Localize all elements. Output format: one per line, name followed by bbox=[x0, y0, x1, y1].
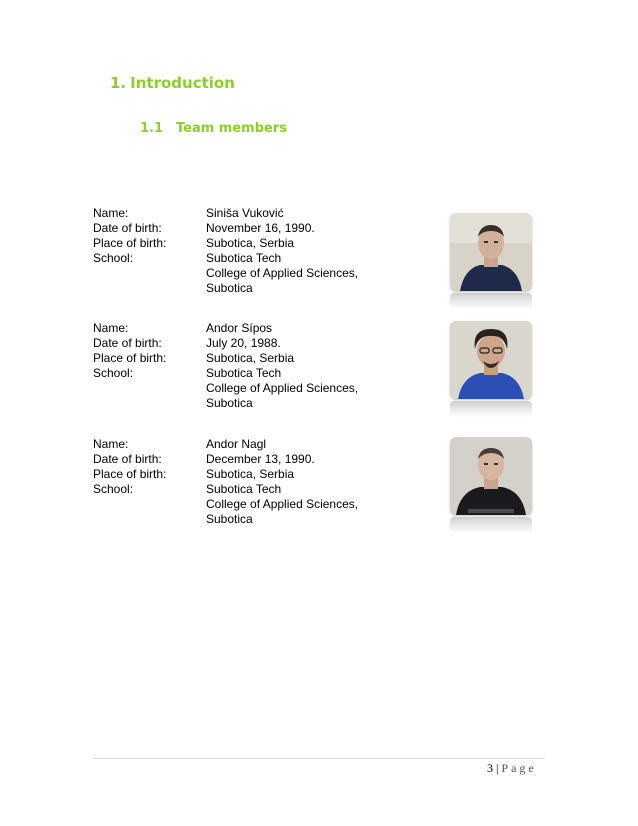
section-title: Introduction bbox=[130, 74, 235, 92]
dob-label: Date of birth: bbox=[93, 221, 162, 235]
portrait-image bbox=[450, 437, 532, 515]
subsection-number: 1.1 bbox=[140, 121, 164, 136]
pob-label: Place of birth: bbox=[93, 236, 167, 250]
school-label: School: bbox=[93, 366, 134, 380]
page-footer bbox=[487, 761, 537, 776]
name-label: Name: bbox=[93, 437, 129, 451]
member-school-line: College of Applied Sciences, bbox=[206, 266, 359, 280]
member-school-line: Subotica Tech bbox=[206, 366, 282, 380]
school-label: School: bbox=[93, 251, 134, 265]
member-pob: Subotica, Serbia bbox=[206, 467, 295, 481]
member-school-line: College of Applied Sciences, bbox=[206, 381, 359, 395]
member-school-line: Subotica Tech bbox=[206, 251, 282, 265]
name-label: Name: bbox=[93, 321, 129, 335]
portrait-image bbox=[450, 213, 532, 291]
name-label: Name: bbox=[93, 206, 129, 220]
pob-label: Place of birth: bbox=[93, 467, 167, 481]
photo-reflection bbox=[450, 517, 532, 533]
member-school-line: Subotica bbox=[206, 281, 253, 295]
page-word: Page bbox=[501, 761, 537, 775]
member-school-line: Subotica Tech bbox=[206, 482, 282, 496]
member-dob: December 13, 1990. bbox=[206, 452, 315, 466]
member-dob: July 20, 1988. bbox=[206, 336, 281, 350]
member-dob: November 16, 1990. bbox=[206, 221, 315, 235]
section-number: 1. bbox=[110, 74, 127, 92]
page-number: 3 bbox=[487, 761, 493, 775]
dob-label: Date of birth: bbox=[93, 452, 162, 466]
subsection-title: Team members bbox=[176, 121, 287, 136]
photo-reflection bbox=[450, 401, 532, 417]
member-photo bbox=[450, 437, 532, 533]
member-pob: Subotica, Serbia bbox=[206, 236, 295, 250]
member-school-line: Subotica bbox=[206, 396, 253, 410]
subsection-heading bbox=[140, 121, 287, 136]
portrait-image bbox=[450, 321, 532, 399]
pob-label: Place of birth: bbox=[93, 351, 167, 365]
member-school-line: Subotica bbox=[206, 512, 253, 526]
member-photo bbox=[450, 213, 532, 309]
member-photo bbox=[450, 321, 532, 417]
member-name: Andor Nagl bbox=[206, 437, 267, 451]
member-name: Siniša Vuković bbox=[206, 206, 284, 220]
section-heading bbox=[110, 74, 235, 92]
member-pob: Subotica, Serbia bbox=[206, 351, 295, 365]
dob-label: Date of birth: bbox=[93, 336, 162, 350]
member-name: Andor Sípos bbox=[206, 321, 273, 335]
footer-separator: | bbox=[496, 761, 499, 775]
school-label: School: bbox=[93, 482, 134, 496]
footer-rule bbox=[93, 758, 545, 759]
member-school-line: College of Applied Sciences, bbox=[206, 497, 359, 511]
photo-reflection bbox=[450, 293, 532, 309]
